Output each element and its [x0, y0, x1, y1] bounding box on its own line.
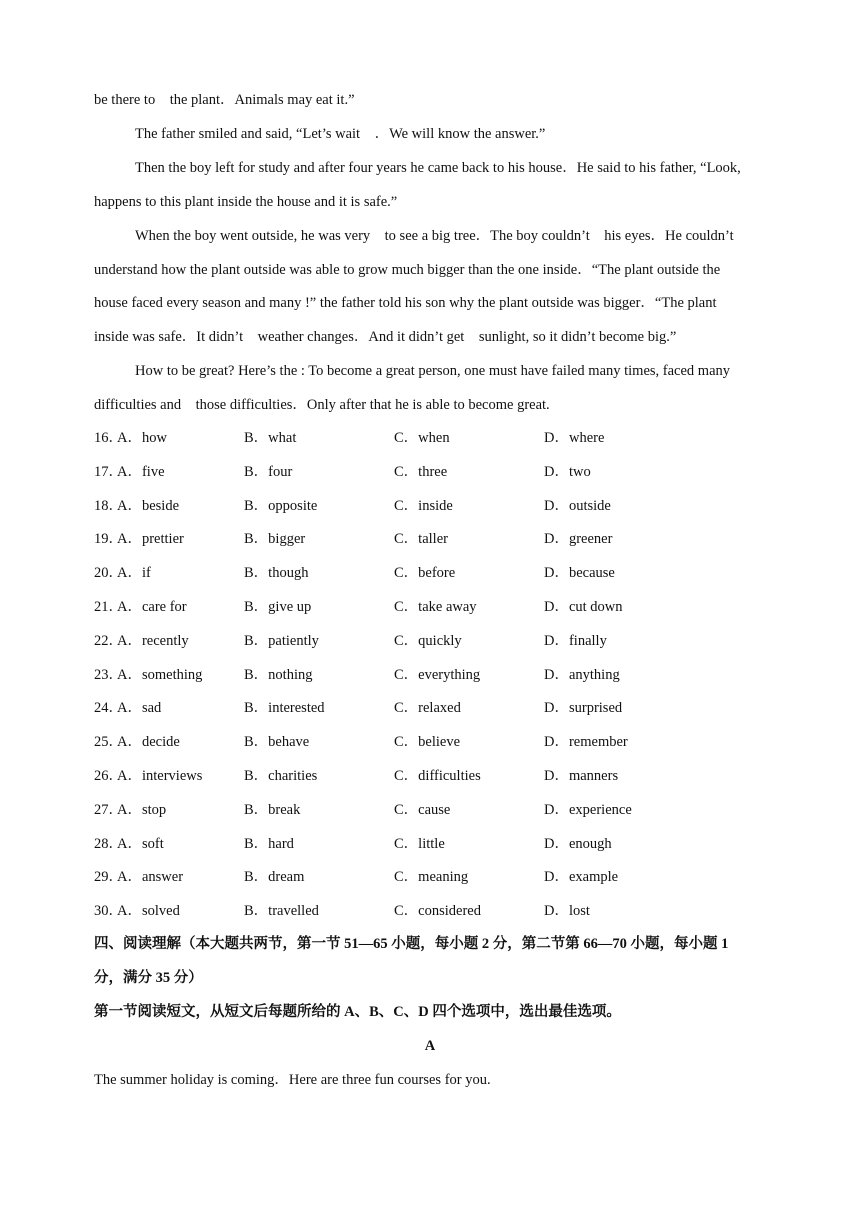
option-d: D．cut down [544, 599, 623, 615]
question-row [94, 562, 774, 584]
passage-line: difficulties and those difficulties．Only after that he is able to become great. [94, 397, 550, 413]
section-heading-continued: 分，满分 35 分） [94, 970, 203, 986]
question-number: 23． [94, 666, 123, 683]
option-b: B．nothing [244, 666, 313, 683]
option-a: A．solved [117, 903, 180, 920]
question-row [94, 664, 774, 686]
passage-line: be there to the plant．Animals may eat it.” [94, 92, 355, 108]
option-b: B．behave [244, 734, 310, 751]
option-a: A．how [117, 430, 167, 446]
option-b: B．what [244, 430, 297, 446]
option-a: A．prettier [117, 531, 184, 548]
question-number: 27． [94, 801, 123, 818]
option-d: D．manners [544, 768, 619, 784]
option-c: C．taller [394, 531, 448, 548]
option-c: C．difficulties [394, 768, 481, 784]
option-d: D．finally [544, 632, 607, 649]
question-number: 19． [94, 531, 123, 548]
option-b: B．though [244, 565, 309, 582]
passage-line: happens to this plant inside the house and it is safe.” [94, 194, 398, 210]
option-b: B．opposite [244, 497, 318, 514]
subsection-instruction: 第一节阅读短文，从短文后每题所给的 A、B、C、D 四个选项中，选出最佳选项。 [94, 1004, 621, 1020]
passage-line: Then the boy left for study and after four years he came back to his house．He said to his father, “Look, [135, 160, 741, 176]
passage-line: When the boy went outside, he was very to see a big tree．The boy couldn’t his eyes．He couldn’t [135, 228, 734, 244]
option-c: C．considered [394, 903, 481, 920]
option-d: D．lost [544, 903, 590, 920]
question-row [94, 461, 774, 483]
option-d: D．surprised [544, 700, 623, 717]
question-row [94, 900, 774, 922]
option-a: A．five [117, 463, 165, 480]
option-c: C．inside [394, 497, 453, 514]
passage-line: The father smiled and said, “Let’s wait ．We will know the answer.” [135, 126, 546, 142]
option-b: B．dream [244, 869, 305, 886]
option-b: B．four [244, 463, 293, 480]
option-d: D．anything [544, 666, 620, 683]
option-d: D．experience [544, 801, 632, 818]
question-number: 25． [94, 734, 123, 751]
option-c: C．when [394, 430, 450, 446]
option-a: A．if [117, 565, 151, 582]
question-row [94, 731, 774, 753]
option-c: C．cause [394, 801, 451, 818]
question-number: 17． [94, 463, 123, 480]
option-d: D．two [544, 463, 591, 480]
passage-intro: The summer holiday is coming．Here are three fun courses for you. [94, 1072, 491, 1088]
option-c: C．before [394, 565, 456, 582]
option-a: A．decide [117, 734, 180, 751]
question-row [94, 596, 774, 618]
question-number: 22． [94, 632, 123, 649]
option-d: D．because [544, 565, 615, 582]
option-b: B．travelled [244, 903, 319, 920]
option-c: C．everything [394, 666, 481, 683]
passage-line: How to be great? Here’s the : To become a great person, one must have failed many times, faced many [135, 363, 731, 379]
option-c: C．believe [394, 734, 461, 751]
option-c: C．quickly [394, 632, 462, 649]
option-a: A．recently [117, 632, 189, 649]
question-number: 26． [94, 768, 123, 784]
option-c: C．three [394, 463, 448, 480]
option-b: B．bigger [244, 531, 306, 548]
question-row [94, 495, 774, 517]
option-c: C．little [394, 835, 445, 852]
question-row [94, 866, 774, 888]
passage-line: inside was safe．It didn’t weather changes．And it didn’t get sunlight, so it didn’t become big.” [94, 329, 677, 345]
option-a: A．soft [117, 835, 164, 852]
option-b: B．interested [244, 700, 325, 717]
option-a: A．care for [117, 599, 187, 615]
question-number: 29． [94, 869, 123, 886]
question-row [94, 765, 774, 787]
question-row [94, 833, 774, 855]
question-number: 21． [94, 599, 123, 615]
option-d: D．where [544, 430, 605, 446]
option-a: A．interviews [117, 768, 203, 784]
option-c: C．take away [394, 599, 477, 615]
question-row [94, 697, 774, 719]
option-c: C．relaxed [394, 700, 461, 717]
question-number: 20． [94, 565, 123, 582]
question-number: 30． [94, 903, 123, 920]
section-heading: 四、阅读理解（本大题共两节，第一节 51—65 小题，每小题 2 分，第二节第 66—70 小题，每小题 1 [94, 936, 729, 952]
option-d: D．greener [544, 531, 613, 548]
option-b: B．give up [244, 599, 312, 615]
option-d: D．enough [544, 835, 612, 852]
option-b: B．break [244, 801, 301, 818]
question-number: 16． [94, 430, 123, 446]
question-number: 24． [94, 700, 123, 717]
option-d: D．remember [544, 734, 628, 751]
option-a: A．something [117, 666, 203, 683]
option-a: A．answer [117, 869, 184, 886]
option-c: C．meaning [394, 869, 469, 886]
option-a: A．sad [117, 700, 162, 717]
passage-line: house faced every season and many !” the father told his son why the plant outside was bigger．“The plant [94, 295, 717, 311]
question-row [94, 528, 774, 550]
option-a: A．stop [117, 801, 167, 818]
option-b: B．hard [244, 835, 294, 852]
option-b: B．patiently [244, 632, 319, 649]
option-d: D．outside [544, 497, 611, 514]
option-d: D．example [544, 869, 619, 886]
passage-line: understand how the plant outside was able to grow much bigger than the one inside．“The plant outside the [94, 262, 721, 278]
option-a: A．beside [117, 497, 180, 514]
option-b: B．charities [244, 768, 318, 784]
question-row [94, 427, 774, 449]
question-row [94, 799, 774, 821]
passage-label: A [424, 1038, 436, 1054]
question-row [94, 630, 774, 652]
question-number: 28． [94, 835, 123, 852]
question-number: 18． [94, 497, 123, 514]
